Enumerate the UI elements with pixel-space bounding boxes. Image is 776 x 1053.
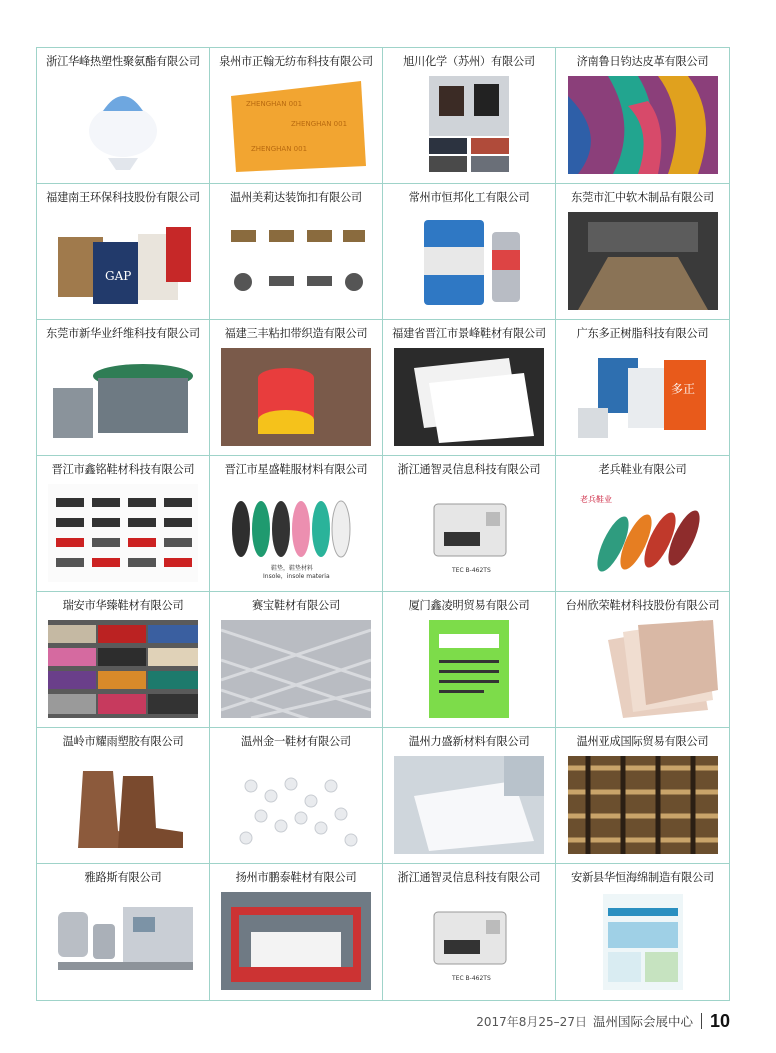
exhibitor-name: 老兵鞋业有限公司 bbox=[598, 463, 687, 476]
product-photo bbox=[48, 620, 198, 718]
exhibitor-cell bbox=[383, 320, 556, 456]
exhibitor-grid bbox=[36, 47, 730, 1001]
exhibitor-name: 福建三丰粘扣带织造有限公司 bbox=[224, 327, 368, 340]
product-photo bbox=[221, 212, 371, 310]
exhibitor-cell bbox=[210, 592, 383, 728]
exhibitor-name: 浙江华峰热塑性聚氨酯有限公司 bbox=[46, 55, 200, 68]
exhibitor-cell bbox=[37, 456, 210, 592]
exhibitor-cell bbox=[37, 320, 210, 456]
exhibitor-name: 福建省晋江市景峰鞋材有限公司 bbox=[392, 327, 546, 340]
exhibitor-name: 温岭市耀雨塑胶有限公司 bbox=[62, 735, 184, 748]
svg-text:ZHENGHAN 001: ZHENGHAN 001 bbox=[251, 145, 308, 153]
exhibitor-name: 泉州市正翰无纺布科技有限公司 bbox=[219, 55, 373, 68]
exhibitor-name: 赛宝鞋材有限公司 bbox=[252, 599, 340, 612]
svg-text:ZHENGHAN 001: ZHENGHAN 001 bbox=[246, 100, 303, 108]
product-photo bbox=[394, 892, 544, 990]
exhibitor-cell bbox=[556, 864, 729, 1000]
exhibitor-name: 厦门鑫凌明贸易有限公司 bbox=[408, 599, 530, 612]
product-photo bbox=[48, 484, 198, 582]
product-photo bbox=[394, 620, 544, 718]
exhibitor-cell bbox=[210, 728, 383, 864]
product-photo bbox=[221, 620, 371, 718]
exhibitor-name: 晋江市星盛鞋服材料有限公司 bbox=[224, 463, 368, 476]
exhibitor-cell bbox=[556, 728, 729, 864]
product-photo bbox=[221, 892, 371, 990]
product-photo bbox=[221, 756, 371, 854]
exhibitor-cell bbox=[383, 592, 556, 728]
exhibitor-cell bbox=[37, 48, 210, 184]
exhibitor-name: 济南鲁日钧达皮革有限公司 bbox=[576, 55, 709, 68]
exhibitor-name: 安新县华恒海绵制造有限公司 bbox=[571, 871, 714, 884]
exhibitor-name: 东莞市新华业纤维科技有限公司 bbox=[46, 327, 200, 340]
product-photo bbox=[568, 212, 718, 310]
exhibitor-cell bbox=[383, 864, 556, 1000]
exhibitor-name: 瑞安市华臻鞋材有限公司 bbox=[62, 599, 184, 612]
product-photo bbox=[568, 348, 718, 446]
product-photo bbox=[394, 76, 544, 174]
footer-date: 2017年8月25–27日 bbox=[476, 1014, 587, 1029]
exhibitor-cell bbox=[210, 456, 383, 592]
svg-text:GAP: GAP bbox=[105, 269, 132, 283]
product-photo bbox=[48, 348, 198, 446]
product-photo bbox=[568, 76, 718, 174]
exhibitor-cell bbox=[37, 184, 210, 320]
exhibitor-cell bbox=[556, 456, 729, 592]
footer-venue: 温州国际会展中心 bbox=[592, 1014, 693, 1029]
svg-text:ZHENGHAN 001: ZHENGHAN 001 bbox=[291, 120, 348, 128]
exhibitor-name: 旭川化学（苏州）有限公司 bbox=[403, 55, 535, 68]
footer-divider bbox=[701, 1013, 702, 1029]
product-photo bbox=[221, 76, 371, 174]
exhibitor-cell bbox=[37, 592, 210, 728]
product-photo bbox=[394, 756, 544, 854]
product-photo bbox=[221, 484, 371, 582]
exhibitor-cell bbox=[37, 728, 210, 864]
svg-text:Insole，insole materia: Insole，insole materia bbox=[263, 573, 330, 580]
exhibitor-name: 广东多正树脂科技有限公司 bbox=[576, 327, 709, 340]
exhibitor-cell bbox=[556, 184, 729, 320]
product-photo bbox=[394, 348, 544, 446]
exhibitor-name: 东莞市汇中软木制品有限公司 bbox=[571, 191, 714, 204]
exhibitor-name: 晋江市鑫铭鞋材科技有限公司 bbox=[51, 463, 195, 476]
exhibitor-cell bbox=[383, 456, 556, 592]
exhibitor-cell bbox=[383, 728, 556, 864]
product-photo bbox=[221, 348, 371, 446]
svg-text:老兵鞋业: 老兵鞋业 bbox=[579, 495, 612, 504]
product-photo bbox=[568, 620, 718, 718]
product-photo bbox=[568, 756, 718, 854]
svg-text:TEC B-462TS: TEC B-462TS bbox=[452, 567, 491, 574]
product-photo bbox=[48, 76, 198, 174]
product-photo bbox=[48, 756, 198, 854]
exhibitor-name: 扬州市鹏泰鞋材有限公司 bbox=[235, 871, 357, 884]
product-photo bbox=[568, 484, 718, 582]
exhibitor-name: 温州力盛新材料有限公司 bbox=[408, 735, 530, 748]
exhibitor-cell bbox=[37, 864, 210, 1000]
exhibitor-cell bbox=[210, 48, 383, 184]
exhibitor-cell bbox=[556, 320, 729, 456]
exhibitor-name: 温州美莉达装饰扣有限公司 bbox=[230, 191, 362, 204]
exhibitor-cell bbox=[210, 320, 383, 456]
exhibitor-name: 浙江通智灵信息科技有限公司 bbox=[397, 871, 541, 884]
exhibitor-name: 台州欣荣鞋材科技股份有限公司 bbox=[565, 599, 720, 612]
exhibitor-cell bbox=[383, 48, 556, 184]
exhibitor-cell bbox=[556, 48, 729, 184]
page-number: 10 bbox=[709, 1010, 730, 1031]
exhibitor-name: 温州亚成国际贸易有限公司 bbox=[576, 735, 709, 748]
exhibitor-cell bbox=[383, 184, 556, 320]
exhibitor-cell bbox=[556, 592, 729, 728]
exhibitor-cell bbox=[210, 864, 383, 1000]
svg-text:多正: 多正 bbox=[670, 382, 695, 396]
page-footer bbox=[476, 1009, 730, 1033]
product-photo bbox=[394, 212, 544, 310]
exhibitor-name: 常州市恒邦化工有限公司 bbox=[408, 191, 530, 204]
product-photo bbox=[568, 892, 718, 990]
product-photo bbox=[394, 484, 544, 582]
exhibitor-name: 温州金一鞋材有限公司 bbox=[241, 735, 351, 748]
product-photo bbox=[48, 212, 198, 310]
product-photo bbox=[48, 892, 198, 990]
svg-text:TEC B-462TS: TEC B-462TS bbox=[452, 975, 491, 982]
svg-text:鞋垫，鞋垫材料: 鞋垫，鞋垫材料 bbox=[271, 565, 314, 572]
exhibitor-name: 雅路斯有限公司 bbox=[84, 871, 162, 884]
exhibitor-name: 浙江通智灵信息科技有限公司 bbox=[397, 463, 541, 476]
exhibitor-cell bbox=[210, 184, 383, 320]
exhibitor-name: 福建南王环保科技股份有限公司 bbox=[46, 191, 200, 204]
